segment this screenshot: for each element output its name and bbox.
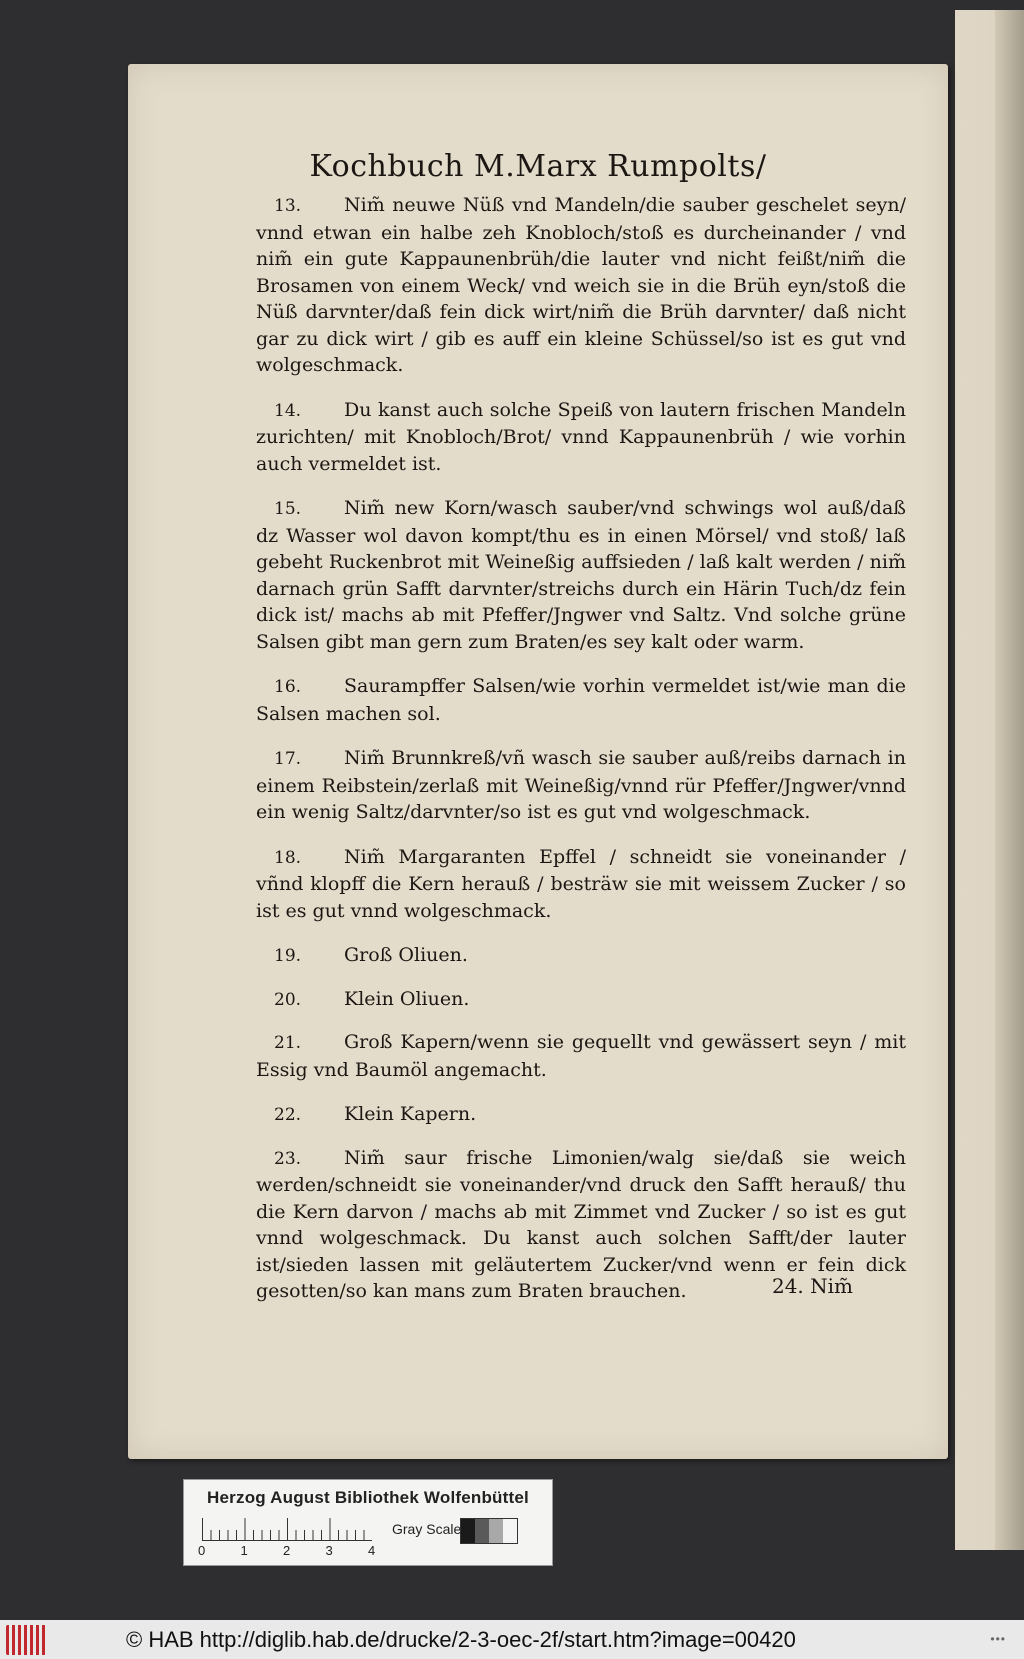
- ruler-number: 0: [198, 1543, 206, 1558]
- entry-text: Nim̃ Brunnkreß/vñ wasch sie sauber auß/reibs darnach in einem Reibstein/zerlaß mit Weineßig/vnnd rür Pfeffer/Jngwer/vnnd ein wenig Saltz/darvnter/so ist es gut vnd wolgeschmack.: [256, 747, 906, 823]
- gray-scale-label: Gray Scale: [392, 1521, 462, 1537]
- entry-number: 19.: [274, 946, 302, 966]
- entry-text: Klein Oliuen.: [344, 987, 470, 1010]
- recipe-entry: [256, 745, 906, 826]
- recipe-entry: [256, 673, 906, 727]
- entry-number: 15.: [274, 499, 302, 519]
- copyright-url[interactable]: © HAB http://diglib.hab.de/drucke/2-3-oec-2f/start.htm?image=00420: [126, 1626, 796, 1652]
- entry-text: Nim̃ Margaranten Epffel / schneidt sie voneinander / vñnd klopff die Kern herauß / besträw sie mit weissem Zucker / so ist es gut vnnd wolgeschmack.: [256, 845, 906, 922]
- entry-number: 14.: [274, 400, 302, 421]
- text-block: [256, 192, 906, 1323]
- hab-logo-icon: [6, 1625, 46, 1655]
- footer-bar: [0, 1620, 1024, 1659]
- entry-number: 18.: [274, 847, 302, 868]
- color-scale-card: [183, 1479, 553, 1566]
- entry-text: Groß Kapern/wenn sie gequellt vnd gewässert seyn / mit Essig vnd Baumöl angemacht.: [256, 1031, 906, 1081]
- entry-text: Nim̃ saur frische Limonien/walg sie/daß sie weich werden/schneidt sie voneinander/vnd druck den Safft herauß/ thu die Kern darvon / machs ab mit Zimmet vnd Zucker / so ist es gut vnnd wolgeschmack. Du kanst auch solchen Safft/der lauter ist/sieden lassen mit geläutertem Zucker/vnd wenn er fein dick gesotten/so kan mans zum Braten brauchen.: [256, 1146, 906, 1302]
- ruler-number: 3: [325, 1543, 333, 1558]
- gray-scale-patches: [460, 1518, 518, 1544]
- entry-number: 16.: [274, 677, 302, 697]
- adjacent-page-edge: [955, 10, 1024, 1550]
- running-head: Kochbuch M.Marx Rumpolts/: [309, 149, 767, 184]
- recipe-entry: [256, 1101, 906, 1129]
- recipe-entry: [256, 495, 906, 655]
- recipe-entry: [256, 844, 906, 925]
- recipe-entry: [256, 397, 906, 478]
- gray-patch: [489, 1519, 503, 1543]
- recipe-entry: [256, 192, 906, 379]
- library-name: Herzog August Bibliothek Wolfenbüttel: [207, 1488, 529, 1507]
- catchword: 24. Nim̃: [771, 1274, 853, 1298]
- entry-text: Du kanst auch solche Speiß von lautern frischen Mandeln zurichten/ mit Knobloch/Brot/ vnnd Kappaunenbrüh / wie vorhin auch vermeldet ist.: [256, 398, 906, 475]
- entry-number: 17.: [274, 749, 302, 769]
- gray-patch: [503, 1519, 517, 1543]
- entry-number: 20.: [274, 989, 302, 1010]
- entry-text: Klein Kapern.: [344, 1103, 477, 1125]
- ruler-number: 4: [368, 1543, 376, 1558]
- entry-number: 23.: [274, 1148, 302, 1169]
- entry-text: Nim̃ new Korn/wasch sauber/vnd schwings wol auß/daß dz Wasser wol davon kompt/thu es in einen Mörsel/ vnd stoß/ laß gebeht Ruckenbrot mit Weineßig auffsieden / laß kalt werden / nim̃ darnach grün Safft darvnter/streichs durch ein Härin Tuch/dz fein dick ist/ machs ab mit Pfeffer/Jngwer vnd Saltz. Vnd solche grüne Salsen gibt man gern zum Braten/es sey kalt oder warm.: [256, 497, 906, 653]
- entry-text: Saurampffer Salsen/wie vorhin vermeldet ist/wie man die Salsen machen sol.: [256, 675, 906, 725]
- more-icon: •••: [990, 1632, 1006, 1646]
- entry-number: 22.: [274, 1105, 302, 1125]
- recipe-entry: [256, 986, 906, 1014]
- entry-number: 21.: [274, 1033, 302, 1053]
- gray-patch: [461, 1519, 475, 1543]
- book-page: [128, 64, 948, 1459]
- ruler-scale: [202, 1518, 372, 1541]
- ruler-number: 1: [240, 1543, 248, 1558]
- ruler-number: 2: [283, 1543, 291, 1558]
- recipe-entry: [256, 942, 906, 970]
- recipe-entry: [256, 1029, 906, 1083]
- entry-text: Nim̃ neuwe Nüß vnd Mandeln/die sauber geschelet seyn/ vnnd etwan ein halbe zeh Knobloch/stoß es durcheinander / vnd nim̃ ein gute Kappaunenbrüh/die lauter vnd nicht feißt/nim̃ die Brosamen von einem Weck/ vnd weich sie in die Brüh eyn/stoß die Nüß darvnter/daß fein dick wirt/nim̃ die Brüh darvnter/ daß nicht gar zu dick wirt / gib es auff ein kleine Schüssel/so ist es gut vnd wolgeschmack.: [256, 194, 906, 376]
- entry-number: 13.: [274, 196, 302, 216]
- entry-text: Groß Oliuen.: [344, 944, 468, 966]
- gray-patch: [475, 1519, 489, 1543]
